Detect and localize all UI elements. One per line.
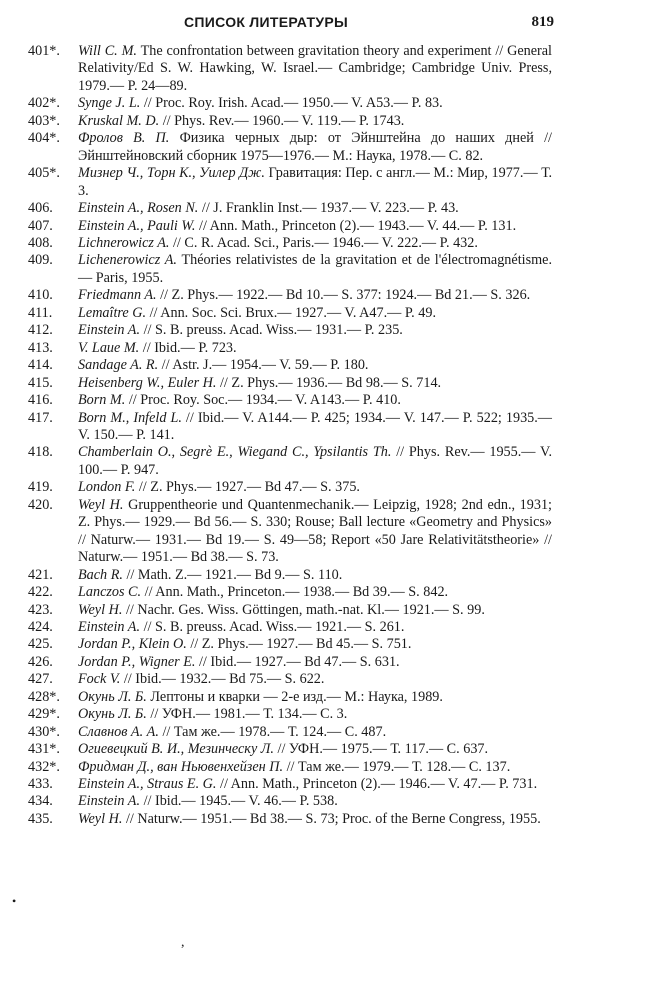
reference-authors: Weyl H. bbox=[78, 810, 123, 827]
reference-entry bbox=[28, 811, 552, 828]
reference-number: 410. bbox=[28, 287, 53, 304]
reference-entry bbox=[28, 130, 552, 165]
reference-entry bbox=[28, 322, 552, 339]
reference-citation: // C. R. Acad. Sci., Paris.— 1946.— V. 222.— P. 432. bbox=[169, 234, 478, 251]
reference-body bbox=[78, 793, 552, 810]
reference-number: 415. bbox=[28, 374, 53, 391]
reference-authors: Славнов А. А. bbox=[78, 723, 159, 740]
reference-number: 429*. bbox=[28, 706, 60, 723]
reference-citation: // Ibid.— 1945.— V. 46.— P. 538. bbox=[140, 793, 338, 810]
reference-number: 403*. bbox=[28, 112, 60, 129]
reference-number: 405*. bbox=[28, 165, 60, 182]
reference-authors: Weyl H. bbox=[78, 496, 124, 513]
reference-entry bbox=[28, 340, 552, 357]
reference-citation: // Ann. Math., Princeton (2).— 1946.— V. 47.— P. 731. bbox=[216, 776, 538, 793]
reference-authors: Lemaître G. bbox=[78, 304, 147, 321]
reference-citation: Гравитация: Пер. с англ.— М.: Мир, 1977.— Т. 3. bbox=[78, 165, 552, 199]
reference-number: 419. bbox=[28, 479, 53, 496]
reference-body bbox=[78, 706, 552, 723]
reference-number: 416. bbox=[28, 392, 53, 409]
reference-entry bbox=[28, 724, 552, 741]
reference-citation: Лептоны и кварки — 2-е изд.— М.: Наука, 1989. bbox=[146, 688, 443, 705]
reference-number: 430*. bbox=[28, 723, 60, 740]
reference-entry bbox=[28, 165, 552, 200]
reference-number: 408. bbox=[28, 234, 53, 251]
reference-citation: // УФН.— 1981.— Т. 134.— С. 3. bbox=[146, 706, 348, 723]
reference-body bbox=[78, 95, 552, 112]
reference-citation: // Ibid.— 1927.— Bd 47.— S. 631. bbox=[195, 653, 400, 670]
reference-number: 417. bbox=[28, 409, 53, 426]
reference-entry bbox=[28, 567, 552, 584]
reference-body bbox=[78, 375, 552, 392]
reference-authors: Einstein A., Rosen N. bbox=[78, 200, 199, 217]
reference-authors: Lichnerowicz A. bbox=[78, 234, 170, 251]
reference-body bbox=[78, 113, 552, 130]
reference-authors: Окунь Л. Б. bbox=[78, 688, 147, 705]
reference-citation: // Там же.— 1978.— Т. 124.— С. 487. bbox=[158, 723, 387, 740]
reference-entry bbox=[28, 636, 552, 653]
reference-authors: Fock V. bbox=[78, 671, 121, 688]
reference-authors: Kruskal M. D. bbox=[78, 112, 160, 129]
reference-body bbox=[78, 322, 552, 339]
reference-number: 409. bbox=[28, 252, 53, 269]
reference-authors: Born M., Infeld L. bbox=[78, 409, 182, 426]
reference-entry bbox=[28, 759, 552, 776]
reference-citation: // Math. Z.— 1921.— Bd 9.— S. 110. bbox=[122, 566, 343, 583]
reference-number: 402*. bbox=[28, 95, 60, 112]
reference-citation: // Ann. Math., Princeton (2).— 1943.— V. 44.— P. 131. bbox=[195, 217, 517, 234]
reference-number: 426. bbox=[28, 653, 53, 670]
reference-body bbox=[78, 619, 552, 636]
reference-citation: // Nachr. Ges. Wiss. Göttingen, math.-nat. Kl.— 1921.— S. 99. bbox=[122, 601, 485, 618]
reference-entry bbox=[28, 689, 552, 706]
reference-body bbox=[78, 218, 552, 235]
reference-body bbox=[78, 689, 552, 706]
reference-authors: Chamberlain O., Segrè E., Wiegand C., Ypsilantis Th. bbox=[78, 444, 392, 461]
reference-body bbox=[78, 444, 552, 479]
reference-number: 418. bbox=[28, 444, 53, 461]
reference-entry bbox=[28, 602, 552, 619]
reference-entry bbox=[28, 741, 552, 758]
reference-body bbox=[78, 305, 552, 322]
reference-number: 414. bbox=[28, 357, 53, 374]
reference-number: 421. bbox=[28, 566, 53, 583]
reference-entry bbox=[28, 706, 552, 723]
reference-number: 406. bbox=[28, 200, 53, 217]
reference-entry bbox=[28, 793, 552, 810]
reference-entry bbox=[28, 671, 552, 688]
reference-number: 412. bbox=[28, 322, 53, 339]
reference-authors: Einstein A., Pauli W. bbox=[78, 217, 196, 234]
reference-citation: // Z. Phys.— 1922.— Bd 10.— S. 377: 1924.— Bd 21.— S. 326. bbox=[156, 287, 531, 304]
reference-authors: Jordan P., Klein O. bbox=[78, 636, 187, 653]
reference-entry bbox=[28, 43, 552, 95]
reference-number: 435. bbox=[28, 810, 53, 827]
reference-authors: Einstein A. bbox=[78, 793, 141, 810]
reference-body bbox=[78, 584, 552, 601]
reference-authors: Lichenerowicz A. bbox=[78, 252, 177, 269]
reference-citation: Физика черных дыр: от Эйнштейна до наших дней // Эйнштейновский сборник 1975—1976.— М.: Наука, 1978.— С. 82. bbox=[78, 130, 552, 164]
reference-citation: The confrontation between gravitation theory and experiment // General Relativity/Ed S. W. Hawking, W. Israel.— Cambridge; Cambridge Univ. Press, 1979.— P. 24—89. bbox=[78, 43, 552, 94]
reference-entry bbox=[28, 375, 552, 392]
trailing-mark: , bbox=[181, 935, 185, 950]
reference-body bbox=[78, 410, 552, 445]
reference-body bbox=[78, 287, 552, 304]
reference-authors: V. Laue M. bbox=[78, 339, 140, 356]
page-title: СПИСОК ЛИТЕРАТУРЫ bbox=[184, 14, 349, 30]
reference-authors: Sandage A. R. bbox=[78, 357, 159, 374]
reference-number: 404*. bbox=[28, 130, 60, 147]
reference-entry bbox=[28, 113, 552, 130]
reference-number: 425. bbox=[28, 636, 53, 653]
reference-authors: Einstein A. bbox=[78, 618, 141, 635]
reference-authors: Мизнер Ч., Торн К., Уилер Дж. bbox=[78, 165, 265, 182]
reference-body bbox=[78, 567, 552, 584]
running-header bbox=[0, 14, 650, 36]
reference-body bbox=[78, 479, 552, 496]
reference-body bbox=[78, 724, 552, 741]
reference-entry bbox=[28, 218, 552, 235]
reference-citation: // Там же.— 1979.— Т. 128.— С. 137. bbox=[283, 758, 511, 775]
reference-body bbox=[78, 741, 552, 758]
reference-list bbox=[28, 43, 552, 828]
reference-number: 420. bbox=[28, 496, 53, 513]
reference-body bbox=[78, 357, 552, 374]
reference-citation: // УФН.— 1975.— Т. 117.— С. 637. bbox=[273, 741, 489, 758]
reference-body bbox=[78, 200, 552, 217]
reference-authors: Einstein A. bbox=[78, 322, 141, 339]
reference-entry bbox=[28, 654, 552, 671]
reference-entry bbox=[28, 235, 552, 252]
reference-entry bbox=[28, 252, 552, 287]
reference-authors: Will C. M. bbox=[78, 43, 137, 59]
reference-entry bbox=[28, 95, 552, 112]
reference-citation: // S. B. preuss. Acad. Wiss.— 1921.— S. 261. bbox=[140, 618, 405, 635]
reference-citation: // Phys. Rev.— 1955.— V. 100.— P. 947. bbox=[78, 444, 552, 478]
reference-body bbox=[78, 340, 552, 357]
reference-number: 431*. bbox=[28, 741, 60, 758]
reference-entry bbox=[28, 305, 552, 322]
reference-entry bbox=[28, 392, 552, 409]
reference-authors: Bach R. bbox=[78, 566, 123, 583]
reference-citation: // Ibid.— V. A144.— P. 425; 1934.— V. 147.— P. 522; 1935.— V. 150.— P. 141. bbox=[78, 409, 552, 443]
reference-entry bbox=[28, 444, 552, 479]
reference-citation: // Phys. Rev.— 1960.— V. 119.— P. 1743. bbox=[159, 112, 405, 129]
reference-authors: Friedmann A. bbox=[78, 287, 157, 304]
reference-number: 433. bbox=[28, 776, 53, 793]
reference-number: 428*. bbox=[28, 688, 60, 705]
reference-body bbox=[78, 636, 552, 653]
reference-number: 401*. bbox=[28, 43, 60, 59]
reference-citation: Gruppentheorie und Quantenmechanik.— Leipzig, 1928; 2nd edn., 1931; Z. Phys.— 1929.— Bd 56.— S. 330; Rouse; Ball lecture «Geometry and Physics» // Naturw.— 1931.— Bd 19.— S. 49—58; Report «50 Jare Relativitätstheorie» // Naturw.— 1951.— Bd 38.— S. 73. bbox=[78, 496, 553, 566]
reference-citation: // Z. Phys.— 1936.— Bd 98.— S. 714. bbox=[216, 374, 442, 391]
reference-entry bbox=[28, 776, 552, 793]
reference-number: 411. bbox=[28, 304, 53, 321]
reference-body bbox=[78, 811, 552, 828]
reference-authors: Synge J. L. bbox=[78, 95, 141, 112]
reference-entry bbox=[28, 200, 552, 217]
reference-authors: Born M. bbox=[78, 392, 126, 409]
reference-authors: Lanczos C. bbox=[78, 584, 142, 601]
reference-entry bbox=[28, 497, 552, 567]
reference-authors: Weyl H. bbox=[78, 601, 123, 618]
reference-citation: // Astr. J.— 1954.— V. 59.— P. 180. bbox=[158, 357, 369, 374]
reference-body bbox=[78, 497, 552, 567]
reference-authors: Окунь Л. Б. bbox=[78, 706, 147, 723]
reference-body bbox=[78, 235, 552, 252]
reference-body bbox=[78, 654, 552, 671]
reference-authors: Heisenberg W., Euler H. bbox=[78, 374, 217, 391]
margin-bullet: • bbox=[12, 894, 17, 908]
reference-body bbox=[78, 165, 552, 200]
reference-citation: // Naturw.— 1951.— Bd 38.— S. 73; Proc. of the Berne Congress, 1955. bbox=[122, 810, 541, 827]
reference-body bbox=[78, 671, 552, 688]
reference-citation: // Proc. Roy. Irish. Acad.— 1950.— V. A53.— P. 83. bbox=[140, 95, 443, 112]
reference-entry bbox=[28, 410, 552, 445]
reference-body bbox=[78, 252, 552, 287]
reference-authors: Фридман Д., ван Ньювенхейзен П. bbox=[78, 758, 284, 775]
reference-citation: Théories relativistes de la gravitation et de l'électromagnétisme.— Paris, 1955. bbox=[78, 252, 552, 286]
reference-citation: // Proc. Roy. Soc.— 1934.— V. A143.— P. 410. bbox=[125, 392, 401, 409]
reference-body bbox=[78, 776, 552, 793]
reference-authors: Фролов В. П. bbox=[78, 130, 170, 147]
reference-body bbox=[78, 759, 552, 776]
reference-number: 423. bbox=[28, 601, 53, 618]
reference-authors: Огиевецкий В. И., Мезинческу Л. bbox=[78, 741, 274, 758]
reference-citation: // Ibid.— 1932.— Bd 75.— S. 622. bbox=[120, 671, 325, 688]
reference-citation: // Ibid.— P. 723. bbox=[139, 339, 237, 356]
reference-entry bbox=[28, 619, 552, 636]
reference-citation: // Z. Phys.— 1927.— Bd 47.— S. 375. bbox=[135, 479, 360, 496]
reference-number: 427. bbox=[28, 671, 53, 688]
reference-authors: Einstein A., Straus E. G. bbox=[78, 776, 217, 793]
reference-entry bbox=[28, 584, 552, 601]
reference-number: 422. bbox=[28, 584, 53, 601]
reference-authors: London F. bbox=[78, 479, 136, 496]
reference-number: 407. bbox=[28, 217, 53, 234]
reference-citation: // Ann. Soc. Sci. Brux.— 1927.— V. A47.— P. 49. bbox=[146, 304, 437, 321]
reference-body bbox=[78, 130, 552, 165]
reference-body bbox=[78, 602, 552, 619]
reference-citation: // J. Franklin Inst.— 1937.— V. 223.— P. 43. bbox=[198, 200, 459, 217]
reference-body bbox=[78, 392, 552, 409]
reference-number: 424. bbox=[28, 618, 53, 635]
reference-entry bbox=[28, 357, 552, 374]
reference-citation: // S. B. preuss. Acad. Wiss.— 1931.— P. 235. bbox=[140, 322, 403, 339]
reference-authors: Jordan P., Wigner E. bbox=[78, 653, 196, 670]
reference-number: 413. bbox=[28, 339, 53, 356]
reference-entry bbox=[28, 479, 552, 496]
reference-number: 432*. bbox=[28, 758, 60, 775]
reference-number: 434. bbox=[28, 793, 53, 810]
page-number: 819 bbox=[531, 14, 554, 30]
reference-entry bbox=[28, 287, 552, 304]
reference-body bbox=[78, 43, 552, 95]
reference-citation: // Z. Phys.— 1927.— Bd 45.— S. 751. bbox=[186, 636, 412, 653]
reference-citation: // Ann. Math., Princeton.— 1938.— Bd 39.— S. 842. bbox=[141, 584, 449, 601]
